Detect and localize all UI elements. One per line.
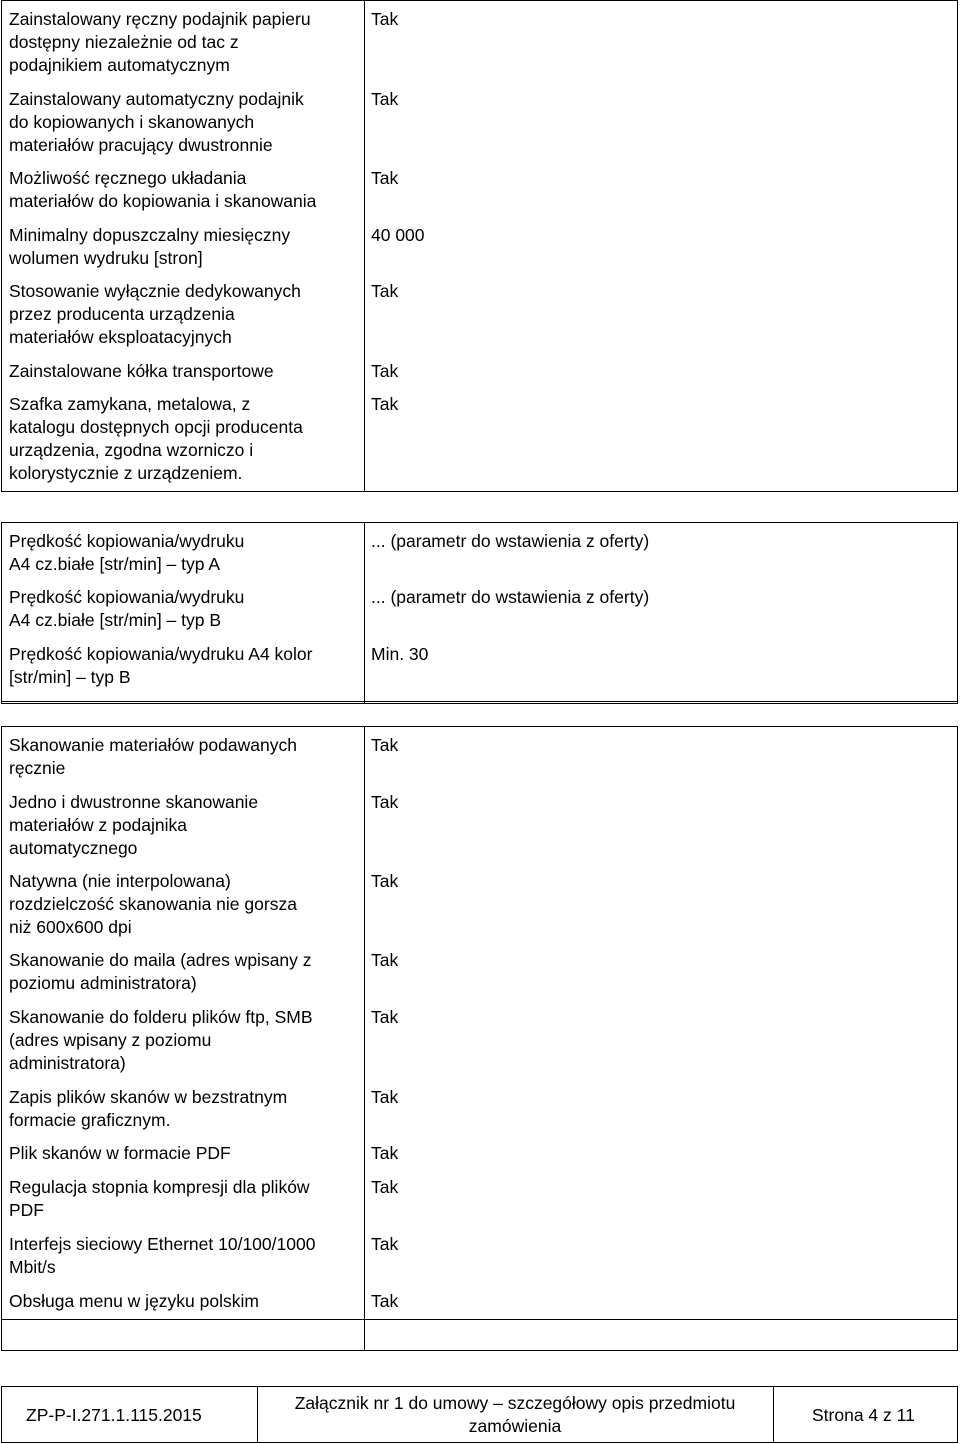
row-value-lossless-format: Tak — [371, 1087, 399, 1107]
row-label-scan-to-folder: Skanowanie do folderu plików ftp, SMB (adres wpisany z poziomu administratora) — [9, 1007, 313, 1073]
row-value-speed-bw-a: ... (parametr do wstawienia z oferty) — [371, 531, 650, 551]
spec-table-general — [1, 0, 958, 492]
spec-table-speed — [1, 522, 958, 704]
row-value-polish-menu: Tak — [371, 1291, 399, 1311]
row-value-ethernet: Tak — [371, 1234, 399, 1254]
row-label-pdf-format: Plik skanów w formacie PDF — [9, 1143, 231, 1163]
footer-divider — [257, 1387, 258, 1442]
row-value-scan-resolution: Tak — [371, 871, 399, 891]
row-value-manual-feeder: Tak — [371, 9, 399, 29]
row-label-wheels: Zainstalowane kółka transportowe — [9, 361, 274, 381]
column-divider — [364, 523, 365, 703]
row-value-monthly-volume: 40 000 — [371, 225, 425, 245]
row-value-pdf-format: Tak — [371, 1143, 399, 1163]
spec-table-scanning — [1, 726, 958, 1351]
column-divider — [364, 1, 365, 491]
row-value-auto-feeder: Tak — [371, 89, 399, 109]
row-value-cabinet: Tak — [371, 394, 399, 414]
footer-document-title: Załącznik nr 1 do umowy – szczegółowy opis przedmiotu zamówienia — [294, 1393, 736, 1436]
row-label-scan-to-mail: Skanowanie do maila (adres wpisany z poziomu administratora) — [9, 950, 312, 993]
row-label-manual-scan: Skanowanie materiałów podawanych ręcznie — [9, 735, 297, 778]
column-divider — [364, 727, 365, 1350]
row-value-pdf-compression: Tak — [371, 1177, 399, 1197]
row-value-speed-color-b: Min. 30 — [371, 644, 429, 664]
footer-divider — [773, 1387, 774, 1442]
row-value-speed-bw-b: ... (parametr do wstawienia z oferty) — [371, 587, 650, 607]
page-footer — [1, 1386, 958, 1443]
row-label-duplex-scan: Jedno i dwustronne skanowanie materiałów z podajnika automatycznego — [9, 792, 259, 858]
row-label-consumables: Stosowanie wyłącznie dedykowanych przez producenta urządzenia materiałów eksploatacyjnych — [9, 281, 301, 347]
table-spacer-divider — [2, 1319, 957, 1320]
row-value-consumables: Tak — [371, 281, 399, 301]
row-value-duplex-scan: Tak — [371, 792, 399, 812]
row-label-lossless-format: Zapis plików skanów w bezstratnym formacie graficznym. — [9, 1087, 288, 1130]
row-label-cabinet: Szafka zamykana, metalowa, z katalogu dostępnych opcji producenta urządzenia, zgodna wzorniczo i kolorystycznie z urządzeniem. — [9, 394, 303, 483]
footer-reference-number: ZP-P-I.271.1.115.2015 — [26, 1405, 202, 1425]
row-label-ethernet: Interfejs sieciowy Ethernet 10/100/1000 Mbit/s — [9, 1234, 316, 1277]
table-spacer-divider — [2, 491, 957, 492]
row-label-monthly-volume: Minimalny dopuszczalny miesięczny wolumen wydruku [stron] — [9, 225, 291, 268]
row-value-manual-scan: Tak — [371, 735, 399, 755]
row-label-scan-resolution: Natywna (nie interpolowana) rozdzielczość skanowania nie gorsza niż 600x600 dpi — [9, 871, 297, 937]
row-label-polish-menu: Obsługa menu w języku polskim — [9, 1291, 259, 1311]
row-label-manual-feeder: Zainstalowany ręczny podajnik papieru dostępny niezależnie od tac z podajnikiem automatycznym — [9, 9, 311, 75]
row-label-speed-bw-a: Prędkość kopiowania/wydruku A4 cz.białe [str/min] – typ A — [9, 531, 245, 574]
row-value-scan-to-mail: Tak — [371, 950, 399, 970]
row-value-wheels: Tak — [371, 361, 399, 381]
footer-page-number: Strona 4 z 11 — [812, 1405, 915, 1425]
row-label-speed-color-b: Prędkość kopiowania/wydruku A4 kolor [str/min] – typ B — [9, 644, 313, 687]
row-label-speed-bw-b: Prędkość kopiowania/wydruku A4 cz.białe [str/min] – typ B — [9, 587, 245, 630]
row-label-pdf-compression: Regulacja stopnia kompresji dla plików PDF — [9, 1177, 310, 1220]
row-value-scan-to-folder: Tak — [371, 1007, 399, 1027]
table-spacer-divider — [2, 701, 957, 702]
row-label-auto-feeder: Zainstalowany automatyczny podajnik do kopiowanych i skanowanych materiałów pracujący dwustronnie — [9, 89, 304, 155]
row-value-manual-placement: Tak — [371, 168, 399, 188]
row-label-manual-placement: Możliwość ręcznego układania materiałów do kopiowania i skanowania — [9, 168, 317, 211]
